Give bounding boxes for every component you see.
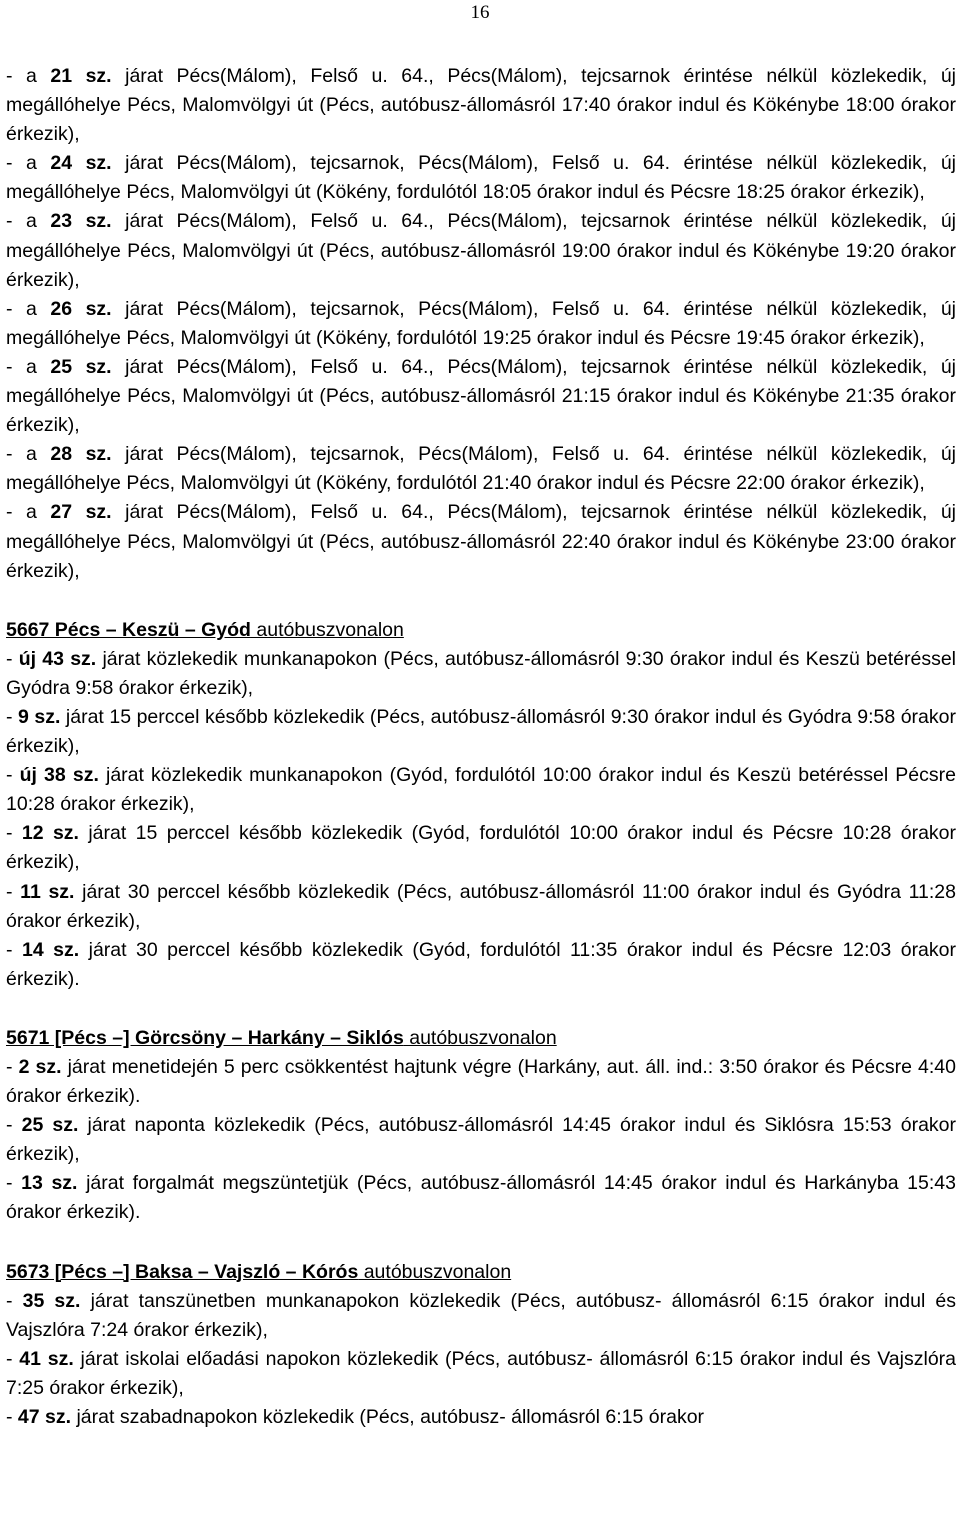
item-prefix: -	[6, 880, 21, 903]
schedule-item	[6, 761, 956, 819]
route-heading	[6, 616, 956, 645]
schedule-item	[6, 62, 956, 149]
schedule-item	[6, 1111, 956, 1169]
trip-number: 9 sz.	[18, 705, 61, 728]
route-heading-suffix: autóbuszvonalon	[403, 1026, 557, 1049]
trip-number: 26 sz.	[50, 297, 112, 320]
item-text: járat közlekedik munkanapokon (Pécs, autóbusz-állomásról 9:30 órakor indul és Keszü betéréssel Gyódra 9:58 órakor érkezik),	[6, 647, 957, 699]
schedule-item	[6, 1287, 956, 1345]
item-text: járat Pécs(Málom), Felső u. 64., Pécs(Málom), tejcsarnok érintése nélkül közlekedik, új megállóhelye Pécs, Malomvölgyi út (Pécs, autóbusz-állomásról 17:40 órakor indul és Kökénybe 18:00 órakor érkezik),	[6, 65, 956, 146]
item-prefix: -	[6, 764, 20, 787]
item-text: járat Pécs(Málom), tejcsarnok, Pécs(Málom), Felső u. 64. érintése nélkül közlekedik, új megállóhelye Pécs, Malomvölgyi út (Kökény, fordulótól 21:40 órakor indul és Pécsre 22:00 órakor érkezik),	[6, 443, 956, 495]
item-text: járat Pécs(Málom), Felső u. 64., Pécs(Málom), tejcsarnok érintése nélkül közlekedik, új megállóhelye Pécs, Malomvölgyi út (Pécs, autóbusz-állomásról 21:15 órakor indul és Kökénybe 21:35 órakor érkezik),	[6, 355, 956, 437]
route-heading-title: 5671 [Pécs –] Görcsöny – Harkány – Siklós	[6, 1026, 404, 1049]
item-prefix: -	[6, 938, 22, 961]
item-prefix: -	[6, 1114, 22, 1137]
schedule-item	[6, 498, 956, 585]
item-prefix: - a	[6, 443, 51, 466]
item-prefix: - a	[6, 65, 51, 87]
item-prefix: -	[6, 822, 22, 845]
trip-number: 14 sz.	[21, 938, 80, 961]
item-prefix: -	[6, 1289, 23, 1312]
trip-number: 12 sz.	[21, 822, 79, 845]
schedule-item	[6, 936, 956, 994]
item-prefix: -	[6, 1056, 19, 1078]
schedule-item	[6, 703, 956, 761]
item-prefix: - a	[6, 355, 51, 378]
page-number: 16	[470, 2, 490, 23]
trip-number: 25 sz.	[21, 1114, 79, 1137]
document-body	[6, 62, 956, 1432]
route-heading	[6, 1024, 956, 1053]
trip-number: 11 sz.	[20, 880, 75, 903]
item-text: járat menetidején 5 perc csökkentést hajtunk végre (Harkány, aut. áll. ind.: 3:50 órakor és Pécsre 4:40 órakor érkezik).	[6, 1056, 956, 1108]
item-prefix: -	[6, 1406, 18, 1429]
item-text: járat 30 perccel később közlekedik (Gyód, fordulótól 11:35 órakor indul és Pécsre 12:03 órakor érkezik).	[6, 938, 956, 990]
trip-number: 13 sz.	[21, 1172, 78, 1195]
item-text: járat naponta közlekedik (Pécs, autóbusz-állomásról 14:45 órakor indul és Siklósra 15:53 órakor érkezik),	[6, 1114, 956, 1166]
trip-number: új 43 sz.	[18, 647, 97, 670]
schedule-item	[6, 1403, 956, 1432]
item-text: járat szabadnapokon közlekedik (Pécs, autóbusz- állomásról 6:15 órakor	[71, 1406, 705, 1429]
item-prefix: -	[6, 1347, 20, 1370]
trip-number: 23 sz.	[50, 210, 112, 233]
schedule-item	[6, 1345, 956, 1403]
item-prefix: - a	[6, 152, 51, 175]
item-prefix: -	[6, 705, 19, 728]
item-text: járat Pécs(Málom), Felső u. 64., Pécs(Málom), tejcsarnok érintése nélkül közlekedik, új megállóhelye Pécs, Malomvölgyi út (Pécs, autóbusz-állomásról 19:00 órakor indul és Kökénybe 19:20 órakor érkezik),	[6, 210, 956, 291]
item-prefix: -	[6, 647, 19, 670]
schedule-item	[6, 1053, 956, 1111]
item-prefix: - a	[6, 210, 51, 233]
schedule-item	[6, 1169, 956, 1227]
schedule-item	[6, 440, 956, 498]
route-heading-suffix: autóbuszvonalon	[358, 1260, 512, 1283]
schedule-item	[6, 149, 956, 207]
item-prefix: - a	[6, 501, 51, 524]
trip-number: 28 sz.	[50, 443, 112, 466]
trip-number: 2 sz.	[18, 1056, 62, 1078]
item-text: járat Pécs(Málom), Felső u. 64., Pécs(Málom), tejcsarnok érintése nélkül közlekedik, új megállóhelye Pécs, Malomvölgyi út (Pécs, autóbusz-állomásról 22:40 órakor indul és Kökénybe 23:00 órakor érkezik),	[6, 501, 956, 582]
item-text: járat közlekedik munkanapokon (Gyód, fordulótól 10:00 órakor indul és Keszü betéréssel Pécsre 10:28 órakor érkezik),	[6, 764, 956, 816]
item-text: járat tanszünetben munkanapokon közlekedik (Pécs, autóbusz- állomásról 6:15 órakor indul és Vajszlóra 7:24 órakor érkezik),	[6, 1289, 956, 1341]
route-heading-title: 5673 [Pécs –] Baksa – Vajszló – Kórós	[6, 1260, 359, 1283]
route-heading-title: 5667 Pécs – Keszü – Gyód	[6, 618, 251, 641]
trip-number: 27 sz.	[50, 501, 112, 524]
trip-number: 41 sz.	[19, 1347, 74, 1370]
schedule-item	[6, 295, 956, 353]
item-prefix: -	[6, 1172, 22, 1195]
item-text: járat forgalmát megszüntetjük (Pécs, autóbusz-állomásról 14:45 órakor indul és Harkányba 15:43 órakor érkezik).	[6, 1172, 956, 1224]
trip-number: új 38 sz.	[19, 764, 99, 787]
schedule-item	[6, 819, 956, 877]
trip-number: 21 sz.	[50, 65, 112, 87]
schedule-item	[6, 878, 956, 936]
item-prefix: - a	[6, 297, 51, 320]
trip-number: 35 sz.	[22, 1289, 81, 1312]
item-text: járat Pécs(Málom), tejcsarnok, Pécs(Málom), Felső u. 64. érintése nélkül közlekedik, új megállóhelye Pécs, Malomvölgyi út (Kökény, fordulótól 18:05 órakor indul és Pécsre 18:25 órakor érkezik),	[6, 152, 956, 204]
schedule-item	[6, 645, 956, 703]
item-text: járat 30 perccel később közlekedik (Pécs, autóbusz-állomásról 11:00 órakor indul és Gyódra 11:28 órakor érkezik),	[6, 880, 956, 932]
item-text: járat 15 perccel később közlekedik (Pécs, autóbusz-állomásról 9:30 órakor indul és Gyódra 9:58 órakor érkezik),	[6, 705, 956, 758]
item-text: járat 15 perccel később közlekedik (Gyód, fordulótól 10:00 órakor indul és Pécsre 10:28 órakor érkezik),	[6, 822, 956, 874]
route-heading	[6, 1258, 956, 1287]
trip-number: 24 sz.	[50, 152, 112, 175]
item-text: járat Pécs(Málom), tejcsarnok, Pécs(Málom), Felső u. 64. érintése nélkül közlekedik, új megállóhelye Pécs, Malomvölgyi út (Kökény, fordulótól 19:25 órakor indul és Pécsre 19:45 órakor érkezik),	[6, 297, 956, 349]
route-heading-suffix: autóbuszvonalon	[250, 618, 404, 641]
trip-number: 25 sz.	[50, 355, 112, 378]
schedule-item	[6, 207, 956, 294]
item-text: járat iskolai előadási napokon közlekedik (Pécs, autóbusz- állomásról 6:15 órakor indul és Vajszlóra 7:25 órakor érkezik),	[6, 1347, 956, 1399]
schedule-item	[6, 353, 956, 440]
trip-number: 47 sz.	[17, 1406, 72, 1429]
